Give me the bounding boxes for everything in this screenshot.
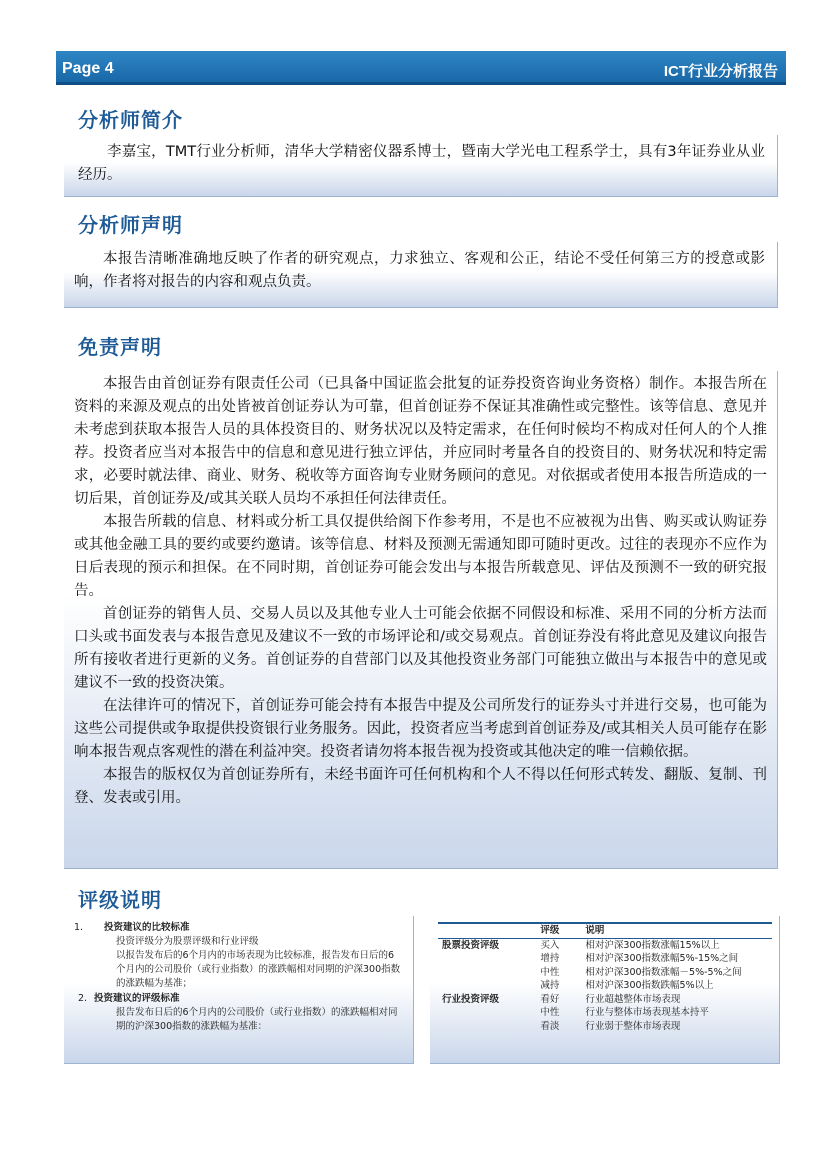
statement-box [64,242,778,308]
criteria-item-2-title: 投资建议的评级标准 [94,993,180,1004]
statement-section-title: 分析师声明 [78,213,183,237]
desc-cell: 相对沪深300指数涨幅15%以上 [585,939,720,951]
table-row [438,993,772,1007]
criteria-item-2-line1: 报告发布日后的6个月内的公司股价（或行业指数）的涨跌幅相对同期的沪深300指数的涨跌幅为基准： [116,1007,398,1032]
table-row [438,939,772,953]
criteria-item-1-line2: 以报告发布后的6个月内的市场表现为比较标准，报告发布日后的6个月内的公司股价（或行业指数）的涨跌幅相对同期的沪深300指数的涨跌幅为基准； [116,950,401,989]
criteria-item-1-number: 1. [74,922,84,933]
criteria-item-1 [74,921,405,935]
table-row [438,1020,772,1034]
grade-cell: 中性 [540,966,560,978]
stock-rating-label: 股票投资评级 [442,939,500,951]
grade-cell: 买入 [540,939,560,951]
rating-table-box [430,916,780,1064]
criteria-item-1-title: 投资建议的比较标准 [104,922,190,933]
rating-criteria-box [64,916,414,1064]
analyst-text: 李嘉宝，TMT行业分析师，清华大学精密仪器系博士，暨南大学光电工程系学士，具有3年证券业从业经历。 [78,144,765,183]
grade-cell: 看淡 [540,1020,560,1032]
grade-cell: 看好 [540,993,560,1005]
header-rating: 评级 [540,925,560,936]
disclaimer-section-title: 免责声明 [78,335,162,359]
rating-table-header [438,924,772,938]
analyst-section-title: 分析师简介 [78,108,183,132]
desc-cell: 相对沪深300指数涨幅5%-15%之间 [585,953,739,964]
table-row [438,966,772,980]
disclaimer-paragraph: 本报告由首创证券有限责任公司（已具备中国证监会批复的证券投资咨询业务资格）制作。本报告所在资料的来源及观点的出处皆被首创证券认为可靠，但首创证券不保证其准确性或完整性。该等信息、意见并未考虑到获取本报告人员的具体投资目的、财务状况以及特定需求，在任何时候均不构成对任何人的个人推荐。投资者应当对本报告中的信息和意见进行独立评估，并应同时考量各自的投资目的、财务状况和特定需求，必要时就法律、商业、财务、税收等方面咨询专业财务顾问的意见。对依据或者使用本报告所造成的一切后果，首创证券及/或其关联人员均不承担任何法律责任。 [74,376,767,507]
desc-cell: 相对沪深300指数涨幅－5%-5%之间 [585,966,742,978]
page-number: Page 4 [62,60,114,77]
header-desc: 说明 [585,925,605,936]
criteria-item-2 [74,992,405,1006]
grade-cell: 减持 [540,980,560,991]
report-title: ICT行业分析报告 [663,63,778,80]
disclaimer-paragraph: 本报告所载的信息、材料或分析工具仅提供给阁下作参考用，不是也不应被视为出售、购买或认购证券或其他金融工具的要约或要约邀请。该等信息、材料及预测无需通知即可随时更改。过往的表现亦不应作为日后表现的预示和担保。在不同时期，首创证券可能会发出与本报告所载意见、评估及预测不一致的研究报告。 [74,514,767,599]
table-row [438,952,772,966]
criteria-item-1-line1: 投资评级分为股票评级和行业评级 [116,936,259,947]
industry-rating-label: 行业投资评级 [442,993,500,1005]
criteria-item-2-number: 2. [78,993,88,1004]
statement-text: 本报告清晰准确地反映了作者的研究观点，力求独立、客观和公正，结论不受任何第三方的授意或影响，作者将对报告的内容和观点负责。 [74,251,765,290]
analyst-box [64,135,778,197]
desc-cell: 相对沪深300指数跌幅5%以上 [585,980,714,991]
rating-section-title: 评级说明 [78,888,162,912]
disclaimer-paragraph: 首创证券的销售人员、交易人员以及其他专业人士可能会依据不同假设和标准、采用不同的分析方法而口头或书面发表与本报告意见及建议不一致的市场评论和/或交易观点。首创证券没有将此意见及建议向报告所有接收者进行更新的义务。首创证券的自营部门以及其他投资业务部门可能独立做出与本报告中的意见或建议不一致的投资决策。 [74,606,767,691]
desc-cell: 行业弱于整体市场表现 [585,1020,681,1032]
rating-table [438,924,772,1033]
desc-cell: 行业超越整体市场表现 [585,993,681,1005]
desc-cell: 行业与整体市场表现基本持平 [585,1007,709,1018]
disclaimer-paragraph: 在法律许可的情况下，首创证券可能会持有本报告中提及公司所发行的证券头寸并进行交易，也可能为这些公司提供或争取提供投资银行业务服务。因此，投资者应当考虑到首创证券及/或其相关人员可能存在影响本报告观点客观性的潜在利益冲突。投资者请勿将本报告视为投资或其他决定的唯一信赖依据。 [74,698,767,760]
table-row [438,979,772,993]
disclaimer-paragraph: 本报告的版权仅为首创证券所有，未经书面许可任何机构和个人不得以任何形式转发、翻版、复制、刊登、发表或引用。 [74,767,767,806]
grade-cell: 增持 [540,953,560,964]
disclaimer-box [64,371,778,869]
grade-cell: 中性 [540,1007,560,1018]
page-header [56,51,786,85]
table-row [438,1006,772,1020]
